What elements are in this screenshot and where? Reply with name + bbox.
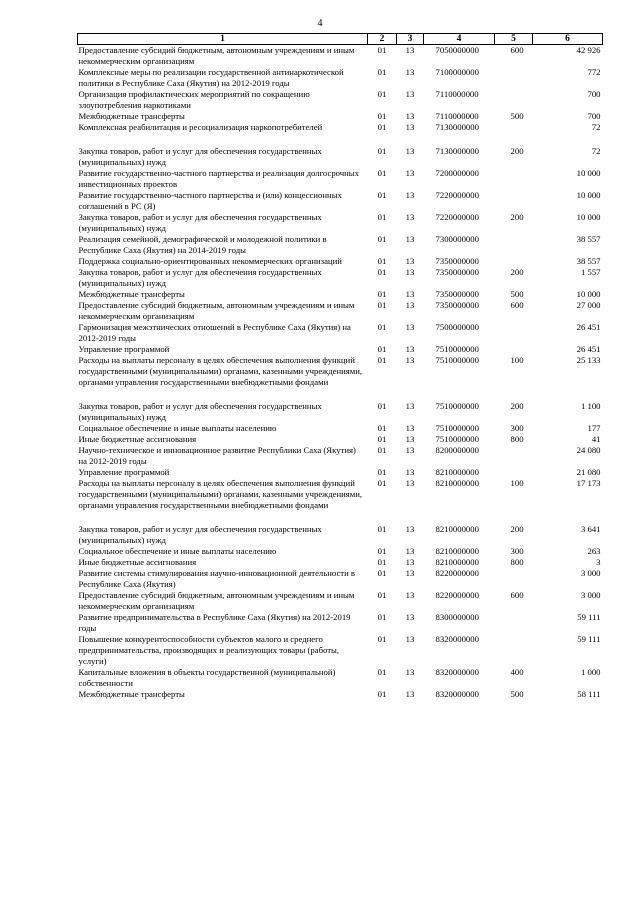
row-subsection: 13	[405, 423, 415, 433]
table-row	[78, 190, 603, 212]
row-subsection: 13	[405, 344, 415, 354]
table-row	[78, 146, 603, 168]
row-expense-type	[495, 612, 533, 634]
budget-table	[77, 33, 603, 700]
row-section: 01	[377, 478, 387, 488]
row-section: 01	[377, 256, 387, 266]
row-name: Межбюджетные трансферты	[78, 689, 185, 699]
row-target-code: 7130000000	[435, 146, 479, 156]
row-name: Закупка товаров, работ и услуг для обеспечения государственных (муниципальных) нужд	[78, 524, 322, 545]
row-expense-type	[495, 322, 533, 344]
row-amount: 38 557	[576, 234, 601, 244]
row-name: Иные бюджетные ассигнования	[78, 557, 197, 567]
row-subsection: 13	[405, 568, 415, 578]
row-section: 01	[377, 667, 387, 677]
row-expense-type: 200	[510, 267, 524, 277]
row-amount: 25 133	[576, 355, 601, 365]
row-section: 01	[377, 689, 387, 699]
row-amount: 59 111	[577, 612, 601, 622]
row-target-code: 7510000000	[435, 423, 479, 433]
row-section: 01	[377, 89, 387, 99]
row-spacer	[78, 133, 603, 146]
row-subsection: 13	[405, 267, 415, 277]
row-name: Комплексные меры по реализации государственной антинаркотической политики в Республике Саха (Якутия) на 2012-2019 годы	[78, 67, 344, 88]
row-subsection: 13	[405, 590, 415, 600]
row-subsection: 13	[405, 146, 415, 156]
row-target-code: 7130000000	[435, 122, 479, 132]
row-amount: 3 000	[580, 590, 601, 600]
row-target-code: 7200000000	[435, 168, 479, 178]
row-name: Комплексная реабилитация и ресоциализация наркопотребителей	[78, 122, 323, 132]
row-name: Развитие предпринимательства в Республике Саха (Якутия) на 2012-2019 годы	[78, 612, 351, 633]
table-row	[78, 524, 603, 546]
row-subsection: 13	[405, 89, 415, 99]
row-subsection: 13	[405, 689, 415, 699]
row-expense-type: 200	[510, 524, 524, 534]
row-section: 01	[377, 423, 387, 433]
row-amount: 58 111	[577, 689, 601, 699]
row-name: Гармонизация межэтнических отношений в Республике Саха (Якутия) на 2012-2019 годы	[78, 322, 351, 343]
row-expense-type	[495, 190, 533, 212]
table-row	[78, 322, 603, 344]
row-expense-type	[495, 89, 533, 111]
row-name: Расходы на выплаты персоналу в целях обеспечения выполнения функций государственными (муниципальными) органами, казенными учреждениями, органами управления государственными внебюджетными фондами	[78, 355, 363, 387]
row-target-code: 7300000000	[435, 234, 479, 244]
row-section: 01	[377, 612, 387, 622]
table-row	[78, 355, 603, 388]
row-amount: 3 000	[580, 568, 601, 578]
row-target-code: 7510000000	[435, 355, 479, 365]
row-subsection: 13	[405, 256, 415, 266]
table-row	[78, 612, 603, 634]
row-section: 01	[377, 524, 387, 534]
row-section: 01	[377, 634, 387, 644]
row-section: 01	[377, 322, 387, 332]
table-row	[78, 234, 603, 256]
row-target-code: 7050000000	[435, 45, 479, 55]
row-amount: 700	[587, 111, 601, 121]
row-section: 01	[377, 590, 387, 600]
row-target-code: 8300000000	[435, 612, 479, 622]
row-amount: 10 000	[576, 168, 601, 178]
row-expense-type: 800	[510, 434, 524, 444]
header-row	[78, 34, 603, 45]
row-name: Поддержка социально-ориентированных некоммерческих организаций	[78, 256, 342, 266]
row-target-code: 8210000000	[435, 557, 479, 567]
table-row	[78, 289, 603, 300]
row-target-code: 7510000000	[435, 401, 479, 411]
row-subsection: 13	[405, 212, 415, 222]
row-section: 01	[377, 546, 387, 556]
row-target-code: 7510000000	[435, 434, 479, 444]
row-section: 01	[377, 234, 387, 244]
row-expense-type: 500	[510, 689, 524, 699]
row-expense-type: 300	[510, 546, 524, 556]
row-subsection: 13	[405, 67, 415, 77]
row-amount: 21 080	[576, 467, 601, 477]
header-col-3: 3	[397, 34, 424, 45]
row-section: 01	[377, 434, 387, 444]
row-target-code: 8210000000	[435, 546, 479, 556]
row-amount: 27 000	[576, 300, 601, 310]
header-col-2: 2	[368, 34, 397, 45]
row-name: Социальное обеспечение и иные выплаты населению	[78, 423, 277, 433]
row-target-code: 7220000000	[435, 212, 479, 222]
row-name: Закупка товаров, работ и услуг для обеспечения государственных (муниципальных) нужд	[78, 146, 322, 167]
row-target-code: 8210000000	[435, 478, 479, 488]
row-target-code: 8320000000	[435, 689, 479, 699]
row-section: 01	[377, 344, 387, 354]
row-subsection: 13	[405, 122, 415, 132]
table-row	[78, 256, 603, 267]
row-expense-type	[495, 568, 533, 590]
row-target-code: 8320000000	[435, 667, 479, 677]
row-expense-type: 100	[510, 355, 524, 365]
row-amount: 26 451	[576, 322, 601, 332]
row-spacer	[78, 511, 603, 524]
table-row	[78, 590, 603, 612]
table-row	[78, 634, 603, 667]
row-amount: 1 000	[580, 667, 601, 677]
row-amount: 38 557	[576, 256, 601, 266]
row-expense-type: 600	[510, 300, 524, 310]
row-amount: 17 173	[576, 478, 601, 488]
table-row	[78, 423, 603, 434]
row-target-code: 7100000000	[435, 67, 479, 77]
row-subsection: 13	[405, 355, 415, 365]
table-row	[78, 478, 603, 511]
table-row	[78, 300, 603, 322]
row-section: 01	[377, 267, 387, 277]
row-amount: 59 111	[577, 634, 601, 644]
row-expense-type	[495, 467, 533, 478]
row-target-code: 7350000000	[435, 256, 479, 266]
row-subsection: 13	[405, 634, 415, 644]
row-section: 01	[377, 212, 387, 222]
row-section: 01	[377, 445, 387, 455]
table-row	[78, 445, 603, 467]
row-section: 01	[377, 401, 387, 411]
row-target-code: 7510000000	[435, 344, 479, 354]
table-row	[78, 546, 603, 557]
row-section: 01	[377, 146, 387, 156]
row-target-code: 7350000000	[435, 300, 479, 310]
row-target-code: 8200000000	[435, 445, 479, 455]
page-number: 4	[317, 18, 323, 29]
table-row	[78, 67, 603, 89]
row-section: 01	[377, 300, 387, 310]
row-expense-type: 300	[510, 423, 524, 433]
row-subsection: 13	[405, 667, 415, 677]
row-subsection: 13	[405, 111, 415, 121]
row-expense-type	[495, 122, 533, 133]
row-subsection: 13	[405, 300, 415, 310]
row-amount: 72	[591, 122, 601, 132]
row-expense-type	[495, 256, 533, 267]
row-target-code: 7110000000	[435, 89, 479, 99]
row-subsection: 13	[405, 234, 415, 244]
row-expense-type: 800	[510, 557, 524, 567]
row-expense-type: 200	[510, 146, 524, 156]
row-section: 01	[377, 168, 387, 178]
row-section: 01	[377, 45, 387, 55]
table-row	[78, 467, 603, 478]
row-target-code: 7500000000	[435, 322, 479, 332]
row-amount: 772	[587, 67, 601, 77]
row-amount: 10 000	[576, 212, 601, 222]
header-col-6: 6	[533, 34, 603, 45]
row-name: Закупка товаров, работ и услуг для обеспечения государственных (муниципальных) нужд	[78, 401, 322, 422]
row-name: Научно-техническое и инновационное развитие Республики Саха (Якутия) на 2012-2019 годы	[78, 445, 356, 466]
table-row	[78, 434, 603, 445]
row-section: 01	[377, 67, 387, 77]
row-name: Закупка товаров, работ и услуг для обеспечения государственных (муниципальных) нужд	[78, 212, 322, 233]
row-name: Социальное обеспечение и иные выплаты населению	[78, 546, 277, 556]
row-subsection: 13	[405, 190, 415, 200]
row-subsection: 13	[405, 434, 415, 444]
row-subsection: 13	[405, 557, 415, 567]
row-name: Развитие государственно-частного партнерства и (или) концессионных соглашений в РС (Я)	[78, 190, 342, 211]
table-row	[78, 45, 603, 68]
row-amount: 10 000	[576, 190, 601, 200]
table-row	[78, 557, 603, 568]
row-amount: 72	[591, 146, 601, 156]
table-row	[78, 89, 603, 111]
row-expense-type	[495, 344, 533, 355]
row-target-code: 7110000000	[435, 111, 479, 121]
header-col-5: 5	[495, 34, 533, 45]
row-subsection: 13	[405, 524, 415, 534]
row-expense-type	[495, 445, 533, 467]
table-row	[78, 168, 603, 190]
row-amount: 263	[587, 546, 601, 556]
row-expense-type: 200	[510, 212, 524, 222]
row-spacer	[78, 388, 603, 401]
row-target-code: 8220000000	[435, 568, 479, 578]
row-target-code: 8210000000	[435, 467, 479, 477]
table-row	[78, 267, 603, 289]
row-name: Межбюджетные трансферты	[78, 111, 185, 121]
row-expense-type: 200	[510, 401, 524, 411]
row-amount: 42 926	[576, 45, 601, 55]
row-amount: 1 557	[580, 267, 601, 277]
row-name: Закупка товаров, работ и услуг для обеспечения государственных (муниципальных) нужд	[78, 267, 322, 288]
row-section: 01	[377, 467, 387, 477]
row-amount: 10 000	[576, 289, 601, 299]
row-expense-type: 500	[510, 289, 524, 299]
row-expense-type: 600	[510, 590, 524, 600]
row-amount: 3 641	[580, 524, 601, 534]
row-target-code: 8210000000	[435, 524, 479, 534]
row-target-code: 7350000000	[435, 267, 479, 277]
row-subsection: 13	[405, 546, 415, 556]
row-section: 01	[377, 190, 387, 200]
row-amount: 24 080	[576, 445, 601, 455]
table-row	[78, 212, 603, 234]
row-section: 01	[377, 557, 387, 567]
row-expense-type: 400	[510, 667, 524, 677]
row-name: Развитие государственно-частного партнерства и реализация долгосрочных инвестиционных проектов	[78, 168, 359, 189]
row-name: Предоставление субсидий бюджетным, автономным учреждениям и иным некоммерческим организациям	[78, 590, 355, 611]
row-expense-type: 500	[510, 111, 524, 121]
row-subsection: 13	[405, 478, 415, 488]
table-row	[78, 401, 603, 423]
row-target-code: 7220000000	[435, 190, 479, 200]
table-row	[78, 667, 603, 689]
row-amount: 700	[587, 89, 601, 99]
row-section: 01	[377, 568, 387, 578]
row-expense-type: 100	[510, 478, 524, 488]
row-expense-type	[495, 234, 533, 256]
row-subsection: 13	[405, 612, 415, 622]
row-subsection: 13	[405, 322, 415, 332]
table-row	[78, 111, 603, 122]
row-name: Иные бюджетные ассигнования	[78, 434, 197, 444]
row-name: Предоставление субсидий бюджетным, автономным учреждениям и иным некоммерческим организациям	[78, 45, 355, 66]
row-amount: 177	[587, 423, 601, 433]
row-subsection: 13	[405, 168, 415, 178]
row-expense-type: 600	[510, 45, 524, 55]
row-expense-type	[495, 67, 533, 89]
row-subsection: 13	[405, 445, 415, 455]
row-name: Реализация семейной, демографической и молодежной политики в Республике Саха (Якутия) на 2014-2019 годы	[78, 234, 327, 255]
row-amount: 41	[591, 434, 601, 444]
row-name: Предоставление субсидий бюджетным, автономным учреждениям и иным некоммерческим организациям	[78, 300, 355, 321]
row-amount: 26 451	[576, 344, 601, 354]
row-name: Расходы на выплаты персоналу в целях обеспечения выполнения функций государственными (муниципальными) органами, казенными учреждениями, органами управления государственными внебюджетными фондами	[78, 478, 363, 510]
header-col-4: 4	[424, 34, 495, 45]
row-target-code: 8220000000	[435, 590, 479, 600]
row-section: 01	[377, 111, 387, 121]
row-name: Организация профилактических мероприятий по сокращению злоупотребления наркотиками	[78, 89, 310, 110]
row-name: Управление программой	[78, 467, 170, 477]
row-section: 01	[377, 355, 387, 365]
row-amount: 1 100	[580, 401, 601, 411]
row-expense-type	[495, 634, 533, 667]
row-section: 01	[377, 122, 387, 132]
row-name: Капитальные вложения в объекты государственной (муниципальной) собственности	[78, 667, 336, 688]
row-subsection: 13	[405, 467, 415, 477]
table-row	[78, 689, 603, 700]
row-subsection: 13	[405, 45, 415, 55]
row-subsection: 13	[405, 289, 415, 299]
row-section: 01	[377, 289, 387, 299]
row-target-code: 7350000000	[435, 289, 479, 299]
table-row	[78, 344, 603, 355]
header-col-1: 1	[78, 34, 368, 45]
row-name: Развитие системы стимулирования научно-инновационной деятельности в Республике Саха (Якутия)	[78, 568, 356, 589]
row-name: Межбюджетные трансферты	[78, 289, 185, 299]
row-target-code: 8320000000	[435, 634, 479, 644]
table-row	[78, 568, 603, 590]
row-name: Управление программой	[78, 344, 170, 354]
row-name: Повышение конкурентоспособности субъектов малого и среднего предпринимательства, производящих и реализующих товары (работы, услуги)	[78, 634, 340, 666]
table-row	[78, 122, 603, 133]
row-subsection: 13	[405, 401, 415, 411]
row-amount: 3	[596, 557, 601, 567]
row-expense-type	[495, 168, 533, 190]
